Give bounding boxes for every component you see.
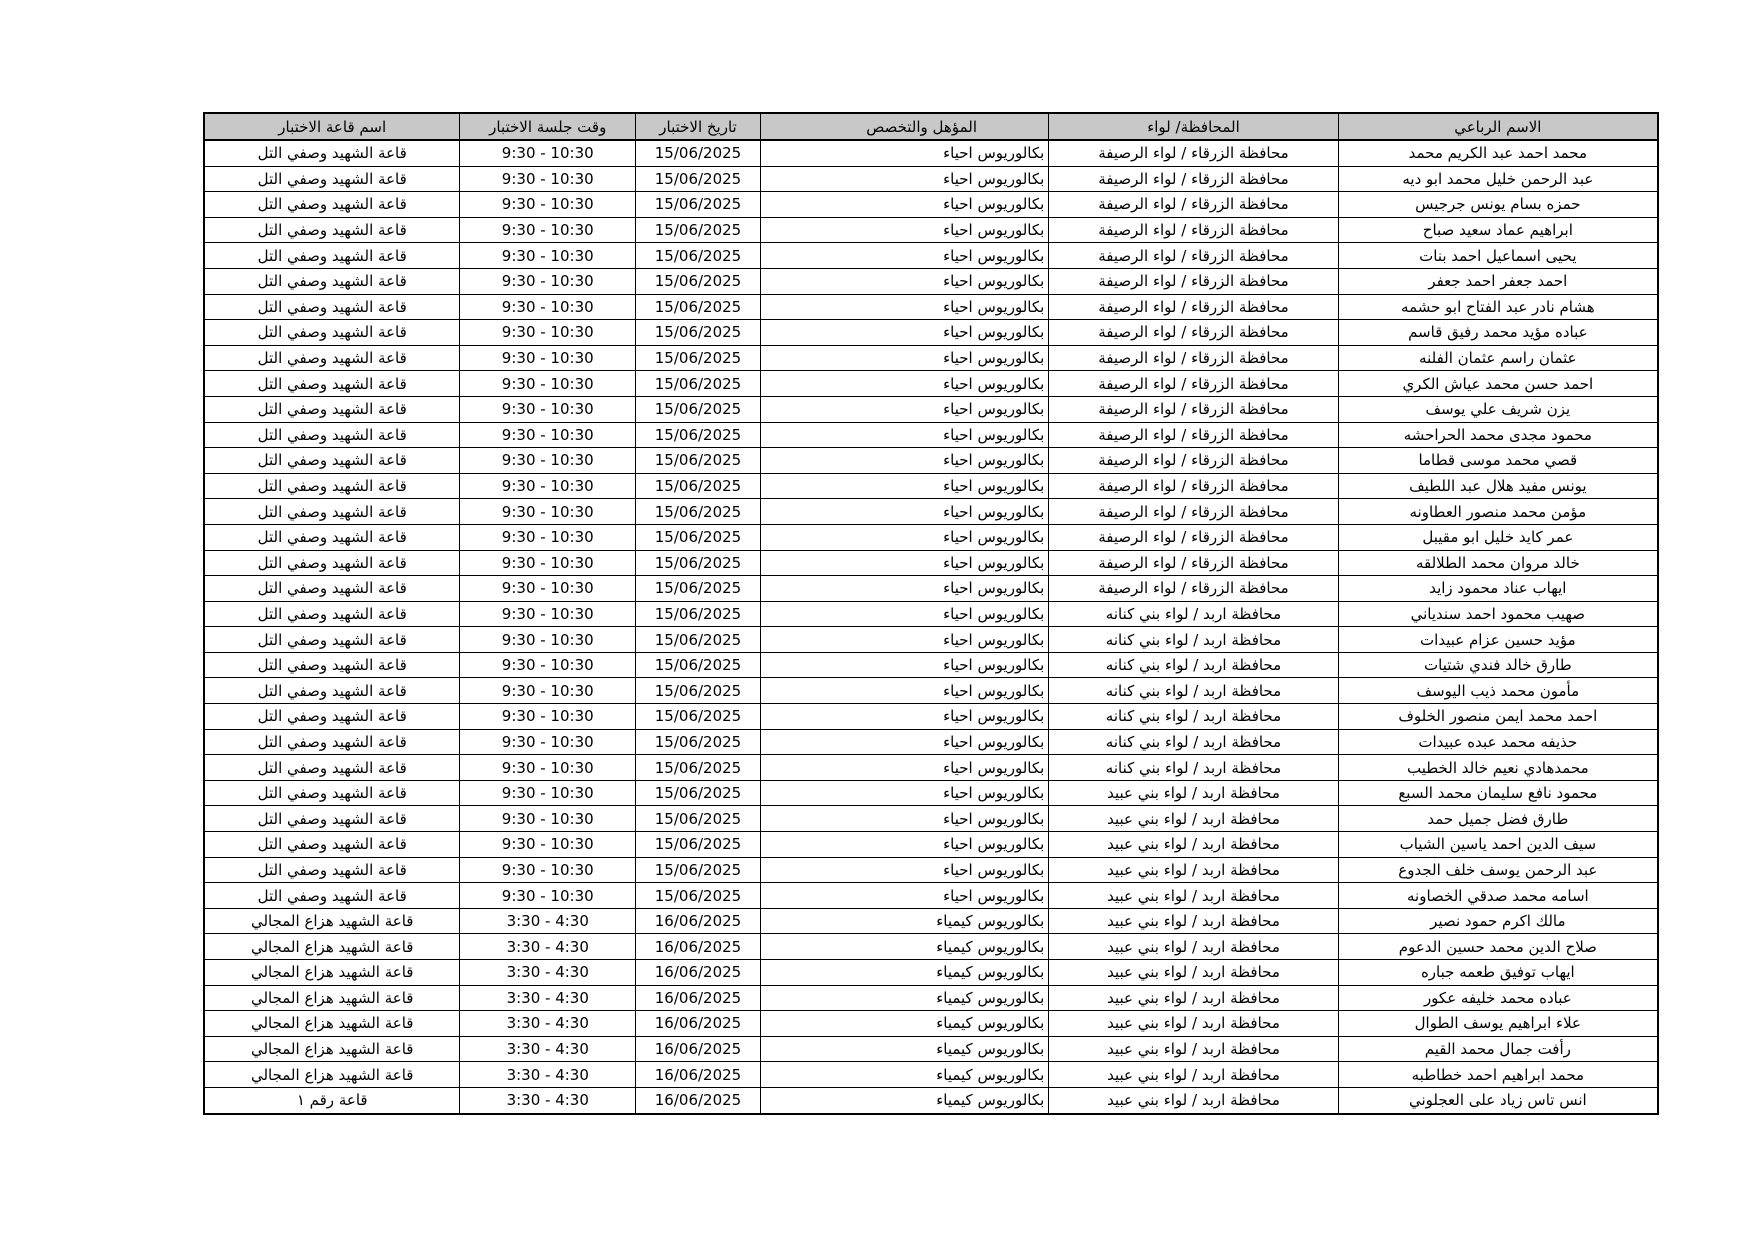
cell-governorate: محافظة اربد / لواء بني كنانه	[1049, 678, 1338, 704]
cell-name: رأفت جمال محمد القيم	[1338, 1036, 1658, 1062]
cell-date: 15/06/2025	[636, 371, 761, 397]
table-row	[204, 883, 1658, 909]
cell-time: 9:30 - 10:30	[460, 755, 636, 781]
cell-name: احمد حسن محمد عياش الكري	[1338, 371, 1658, 397]
cell-hall: قاعة الشهيد وصفي التل	[204, 192, 460, 218]
cell-qualification: بكالوريوس كيمياء	[760, 1062, 1048, 1088]
cell-date: 15/06/2025	[636, 192, 761, 218]
cell-governorate: محافظة الزرقاء / لواء الرصيفة	[1049, 473, 1338, 499]
cell-qualification: بكالوريوس احياء	[760, 371, 1048, 397]
cell-date: 16/06/2025	[636, 1087, 761, 1113]
cell-qualification: بكالوريوس احياء	[760, 524, 1048, 550]
table-row	[204, 345, 1658, 371]
cell-date: 15/06/2025	[636, 832, 761, 858]
cell-date: 16/06/2025	[636, 1036, 761, 1062]
cell-hall: قاعة الشهيد وصفي التل	[204, 729, 460, 755]
cell-governorate: محافظة الزرقاء / لواء الرصيفة	[1049, 422, 1338, 448]
cell-governorate: محافظة اربد / لواء بني كنانه	[1049, 755, 1338, 781]
cell-time: 9:30 - 10:30	[460, 140, 636, 166]
cell-name: احمد جعفر احمد جعفر	[1338, 268, 1658, 294]
table-row	[204, 908, 1658, 934]
cell-time: 9:30 - 10:30	[460, 320, 636, 346]
cell-date: 15/06/2025	[636, 448, 761, 474]
cell-name: عباده مؤيد محمد رفيق قاسم	[1338, 320, 1658, 346]
cell-date: 15/06/2025	[636, 140, 761, 166]
cell-date: 16/06/2025	[636, 1062, 761, 1088]
table-row	[204, 704, 1658, 730]
cell-hall: قاعة الشهيد وصفي التل	[204, 576, 460, 602]
cell-hall: قاعة الشهيد وصفي التل	[204, 601, 460, 627]
exam-schedule-table	[203, 112, 1659, 1115]
cell-time: 9:30 - 10:30	[460, 627, 636, 653]
cell-time: 9:30 - 10:30	[460, 678, 636, 704]
cell-qualification: بكالوريوس احياء	[760, 755, 1048, 781]
table-row	[204, 652, 1658, 678]
cell-time: 9:30 - 10:30	[460, 832, 636, 858]
cell-name: طارق فضل جميل حمد	[1338, 806, 1658, 832]
cell-date: 15/06/2025	[636, 422, 761, 448]
cell-time: 9:30 - 10:30	[460, 192, 636, 218]
cell-name: هشام نادر عبد الفتاح ابو حشمه	[1338, 294, 1658, 320]
cell-qualification: بكالوريوس احياء	[760, 473, 1048, 499]
cell-hall: قاعة الشهيد وصفي التل	[204, 294, 460, 320]
cell-name: عثمان راسم عثمان الفلنه	[1338, 345, 1658, 371]
cell-time: 9:30 - 10:30	[460, 780, 636, 806]
table-row	[204, 550, 1658, 576]
cell-date: 15/06/2025	[636, 601, 761, 627]
cell-time: 3:30 - 4:30	[460, 908, 636, 934]
cell-date: 15/06/2025	[636, 166, 761, 192]
table-row	[204, 243, 1658, 269]
cell-qualification: بكالوريوس كيمياء	[760, 1036, 1048, 1062]
cell-qualification: بكالوريوس كيمياء	[760, 985, 1048, 1011]
table-row	[204, 422, 1658, 448]
cell-hall: قاعة الشهيد وصفي التل	[204, 627, 460, 653]
cell-hall: قاعة الشهيد وصفي التل	[204, 243, 460, 269]
cell-hall: قاعة الشهيد وصفي التل	[204, 345, 460, 371]
cell-hall: قاعة الشهيد هزاع المجالي	[204, 908, 460, 934]
table-row	[204, 217, 1658, 243]
cell-name: صلاح الدين محمد حسين الدعوم	[1338, 934, 1658, 960]
cell-qualification: بكالوريوس احياء	[760, 217, 1048, 243]
cell-qualification: بكالوريوس احياء	[760, 883, 1048, 909]
cell-name: محمدهادي نعيم خالد الخطيب	[1338, 755, 1658, 781]
table-header	[204, 113, 1658, 140]
table-row	[204, 960, 1658, 986]
cell-governorate: محافظة الزرقاء / لواء الرصيفة	[1049, 345, 1338, 371]
cell-qualification: بكالوريوس احياء	[760, 729, 1048, 755]
cell-time: 9:30 - 10:30	[460, 883, 636, 909]
cell-qualification: بكالوريوس احياء	[760, 192, 1048, 218]
cell-hall: قاعة الشهيد وصفي التل	[204, 396, 460, 422]
cell-time: 9:30 - 10:30	[460, 217, 636, 243]
cell-governorate: محافظة اربد / لواء بني عبيد	[1049, 1011, 1338, 1037]
cell-date: 15/06/2025	[636, 704, 761, 730]
cell-hall: قاعة الشهيد وصفي التل	[204, 499, 460, 525]
cell-date: 15/06/2025	[636, 780, 761, 806]
cell-hall: قاعة الشهيد وصفي التل	[204, 140, 460, 166]
cell-name: حذيفه محمد عبده عبيدات	[1338, 729, 1658, 755]
cell-qualification: بكالوريوس احياء	[760, 268, 1048, 294]
cell-governorate: محافظة اربد / لواء بني عبيد	[1049, 934, 1338, 960]
table-row	[204, 499, 1658, 525]
cell-name: اسامه محمد صدقي الخصاونه	[1338, 883, 1658, 909]
table-row	[204, 985, 1658, 1011]
cell-hall: قاعة الشهيد وصفي التل	[204, 678, 460, 704]
header-qualification: المؤهل والتخصص	[760, 113, 1048, 140]
cell-hall: قاعة الشهيد وصفي التل	[204, 652, 460, 678]
cell-name: يحيى اسماعيل احمد بنات	[1338, 243, 1658, 269]
cell-date: 15/06/2025	[636, 576, 761, 602]
cell-governorate: محافظة اربد / لواء بني عبيد	[1049, 857, 1338, 883]
cell-time: 9:30 - 10:30	[460, 448, 636, 474]
cell-qualification: بكالوريوس احياء	[760, 448, 1048, 474]
cell-qualification: بكالوريوس احياء	[760, 422, 1048, 448]
cell-date: 15/06/2025	[636, 320, 761, 346]
cell-governorate: محافظة اربد / لواء بني كنانه	[1049, 627, 1338, 653]
cell-hall: قاعة الشهيد وصفي التل	[204, 883, 460, 909]
cell-governorate: محافظة الزرقاء / لواء الرصيفة	[1049, 576, 1338, 602]
table-row	[204, 192, 1658, 218]
cell-name: مالك اكرم حمود نصير	[1338, 908, 1658, 934]
cell-time: 9:30 - 10:30	[460, 704, 636, 730]
cell-qualification: بكالوريوس كيمياء	[760, 908, 1048, 934]
cell-qualification: بكالوريوس احياء	[760, 780, 1048, 806]
header-date: تاريخ الاختبار	[636, 113, 761, 140]
table-row	[204, 806, 1658, 832]
table-row	[204, 780, 1658, 806]
cell-name: عمر كايد خليل ابو مقيبل	[1338, 524, 1658, 550]
cell-governorate: محافظة الزرقاء / لواء الرصيفة	[1049, 448, 1338, 474]
cell-governorate: محافظة الزرقاء / لواء الرصيفة	[1049, 396, 1338, 422]
cell-qualification: بكالوريوس كيمياء	[760, 934, 1048, 960]
cell-date: 15/06/2025	[636, 550, 761, 576]
cell-governorate: محافظة اربد / لواء بني كنانه	[1049, 652, 1338, 678]
cell-time: 3:30 - 4:30	[460, 985, 636, 1011]
cell-name: مأمون محمد ذيب اليوسف	[1338, 678, 1658, 704]
cell-name: علاء ابراهيم يوسف الطوال	[1338, 1011, 1658, 1037]
cell-qualification: بكالوريوس احياء	[760, 652, 1048, 678]
table-body	[204, 140, 1658, 1114]
cell-time: 9:30 - 10:30	[460, 601, 636, 627]
cell-date: 15/06/2025	[636, 857, 761, 883]
table-row	[204, 729, 1658, 755]
cell-date: 16/06/2025	[636, 1011, 761, 1037]
table-row	[204, 576, 1658, 602]
cell-time: 9:30 - 10:30	[460, 729, 636, 755]
cell-qualification: بكالوريوس كيمياء	[760, 1011, 1048, 1037]
table-row	[204, 140, 1658, 166]
cell-qualification: بكالوريوس احياء	[760, 832, 1048, 858]
cell-governorate: محافظة اربد / لواء بني عبيد	[1049, 780, 1338, 806]
cell-time: 9:30 - 10:30	[460, 524, 636, 550]
cell-hall: قاعة رقم ١	[204, 1087, 460, 1113]
cell-hall: قاعة الشهيد وصفي التل	[204, 755, 460, 781]
cell-hall: قاعة الشهيد وصفي التل	[204, 166, 460, 192]
cell-time: 9:30 - 10:30	[460, 371, 636, 397]
table-row	[204, 396, 1658, 422]
cell-qualification: بكالوريوس احياء	[760, 396, 1048, 422]
cell-date: 16/06/2025	[636, 934, 761, 960]
cell-governorate: محافظة الزرقاء / لواء الرصيفة	[1049, 268, 1338, 294]
cell-date: 15/06/2025	[636, 652, 761, 678]
cell-qualification: بكالوريوس احياء	[760, 243, 1048, 269]
cell-hall: قاعة الشهيد هزاع المجالي	[204, 1011, 460, 1037]
cell-qualification: بكالوريوس احياء	[760, 704, 1048, 730]
cell-qualification: بكالوريوس احياء	[760, 345, 1048, 371]
cell-qualification: بكالوريوس احياء	[760, 294, 1048, 320]
cell-hall: قاعة الشهيد وصفي التل	[204, 217, 460, 243]
header-name: الاسم الرباعي	[1338, 113, 1658, 140]
table-row	[204, 601, 1658, 627]
cell-time: 9:30 - 10:30	[460, 806, 636, 832]
cell-hall: قاعة الشهيد وصفي التل	[204, 320, 460, 346]
cell-name: ايهاب توفيق طعمه جباره	[1338, 960, 1658, 986]
cell-governorate: محافظة اربد / لواء بني كنانه	[1049, 704, 1338, 730]
table-row	[204, 320, 1658, 346]
cell-governorate: محافظة اربد / لواء بني عبيد	[1049, 1062, 1338, 1088]
cell-date: 15/06/2025	[636, 268, 761, 294]
cell-time: 9:30 - 10:30	[460, 396, 636, 422]
cell-time: 3:30 - 4:30	[460, 1036, 636, 1062]
cell-date: 15/06/2025	[636, 345, 761, 371]
cell-hall: قاعة الشهيد وصفي التل	[204, 704, 460, 730]
cell-qualification: بكالوريوس احياء	[760, 576, 1048, 602]
cell-time: 3:30 - 4:30	[460, 960, 636, 986]
cell-qualification: بكالوريوس احياء	[760, 627, 1048, 653]
cell-name: محمود مجدى محمد الحراحشه	[1338, 422, 1658, 448]
cell-time: 9:30 - 10:30	[460, 499, 636, 525]
cell-hall: قاعة الشهيد وصفي التل	[204, 806, 460, 832]
cell-time: 9:30 - 10:30	[460, 268, 636, 294]
header-governorate: المحافظة/ لواء	[1049, 113, 1338, 140]
cell-name: انس تاس زياد على العجلوني	[1338, 1087, 1658, 1113]
cell-name: ابراهيم عماد سعيد صباح	[1338, 217, 1658, 243]
cell-governorate: محافظة اربد / لواء بني عبيد	[1049, 1036, 1338, 1062]
cell-time: 9:30 - 10:30	[460, 576, 636, 602]
cell-hall: قاعة الشهيد وصفي التل	[204, 371, 460, 397]
table-row	[204, 1062, 1658, 1088]
table-row	[204, 166, 1658, 192]
cell-hall: قاعة الشهيد هزاع المجالي	[204, 985, 460, 1011]
cell-governorate: محافظة الزرقاء / لواء الرصيفة	[1049, 320, 1338, 346]
cell-governorate: محافظة اربد / لواء بني كنانه	[1049, 601, 1338, 627]
cell-name: يزن شريف علي يوسف	[1338, 396, 1658, 422]
cell-time: 9:30 - 10:30	[460, 243, 636, 269]
cell-date: 16/06/2025	[636, 908, 761, 934]
table-row	[204, 1087, 1658, 1113]
cell-governorate: محافظة الزرقاء / لواء الرصيفة	[1049, 243, 1338, 269]
cell-name: محمد ابراهيم احمد خطاطبه	[1338, 1062, 1658, 1088]
cell-name: خالد مروان محمد الطلالقه	[1338, 550, 1658, 576]
cell-date: 15/06/2025	[636, 243, 761, 269]
cell-time: 3:30 - 4:30	[460, 1011, 636, 1037]
cell-name: حمزه بسام يونس جرجيس	[1338, 192, 1658, 218]
table-row	[204, 832, 1658, 858]
table-row	[204, 1036, 1658, 1062]
cell-qualification: بكالوريوس احياء	[760, 857, 1048, 883]
cell-hall: قاعة الشهيد وصفي التل	[204, 473, 460, 499]
cell-qualification: بكالوريوس احياء	[760, 499, 1048, 525]
table-row	[204, 934, 1658, 960]
table-row	[204, 755, 1658, 781]
table-row	[204, 857, 1658, 883]
cell-governorate: محافظة الزرقاء / لواء الرصيفة	[1049, 499, 1338, 525]
cell-governorate: محافظة اربد / لواء بني عبيد	[1049, 832, 1338, 858]
cell-governorate: محافظة الزرقاء / لواء الرصيفة	[1049, 371, 1338, 397]
header-hall: اسم قاعة الاختبار	[204, 113, 460, 140]
table-row	[204, 627, 1658, 653]
table-row	[204, 268, 1658, 294]
cell-name: صهيب محمود احمد سندياني	[1338, 601, 1658, 627]
table-row	[204, 678, 1658, 704]
cell-qualification: بكالوريوس كيمياء	[760, 960, 1048, 986]
cell-hall: قاعة الشهيد وصفي التل	[204, 780, 460, 806]
cell-date: 16/06/2025	[636, 960, 761, 986]
table-row	[204, 371, 1658, 397]
cell-time: 9:30 - 10:30	[460, 857, 636, 883]
cell-hall: قاعة الشهيد وصفي التل	[204, 268, 460, 294]
cell-hall: قاعة الشهيد وصفي التل	[204, 524, 460, 550]
cell-name: ايهاب عناد محمود زايد	[1338, 576, 1658, 602]
cell-date: 15/06/2025	[636, 678, 761, 704]
cell-name: طارق خالد فندي شتيات	[1338, 652, 1658, 678]
cell-hall: قاعة الشهيد وصفي التل	[204, 857, 460, 883]
cell-governorate: محافظة اربد / لواء بني عبيد	[1049, 1087, 1338, 1113]
cell-date: 15/06/2025	[636, 883, 761, 909]
cell-name: احمد محمد ايمن منصور الخلوف	[1338, 704, 1658, 730]
cell-qualification: بكالوريوس احياء	[760, 140, 1048, 166]
cell-date: 15/06/2025	[636, 217, 761, 243]
cell-governorate: محافظة اربد / لواء بني عبيد	[1049, 806, 1338, 832]
table-row	[204, 1011, 1658, 1037]
cell-date: 15/06/2025	[636, 396, 761, 422]
cell-date: 15/06/2025	[636, 294, 761, 320]
cell-hall: قاعة الشهيد وصفي التل	[204, 832, 460, 858]
cell-governorate: محافظة الزرقاء / لواء الرصيفة	[1049, 524, 1338, 550]
cell-governorate: محافظة الزرقاء / لواء الرصيفة	[1049, 140, 1338, 166]
cell-hall: قاعة الشهيد هزاع المجالي	[204, 934, 460, 960]
cell-time: 3:30 - 4:30	[460, 934, 636, 960]
cell-name: عبد الرحمن خليل محمد ابو ديه	[1338, 166, 1658, 192]
cell-hall: قاعة الشهيد هزاع المجالي	[204, 1062, 460, 1088]
cell-time: 9:30 - 10:30	[460, 294, 636, 320]
cell-date: 15/06/2025	[636, 627, 761, 653]
cell-time: 3:30 - 4:30	[460, 1062, 636, 1088]
cell-date: 15/06/2025	[636, 473, 761, 499]
cell-governorate: محافظة اربد / لواء بني عبيد	[1049, 908, 1338, 934]
table-row	[204, 448, 1658, 474]
cell-time: 9:30 - 10:30	[460, 550, 636, 576]
cell-date: 16/06/2025	[636, 985, 761, 1011]
cell-governorate: محافظة الزرقاء / لواء الرصيفة	[1049, 294, 1338, 320]
cell-time: 9:30 - 10:30	[460, 652, 636, 678]
header-row	[204, 113, 1658, 140]
cell-qualification: بكالوريوس احياء	[760, 806, 1048, 832]
cell-hall: قاعة الشهيد وصفي التل	[204, 448, 460, 474]
cell-governorate: محافظة الزرقاء / لواء الرصيفة	[1049, 217, 1338, 243]
table-row	[204, 473, 1658, 499]
cell-qualification: بكالوريوس احياء	[760, 166, 1048, 192]
cell-time: 3:30 - 4:30	[460, 1087, 636, 1113]
cell-time: 9:30 - 10:30	[460, 473, 636, 499]
cell-qualification: بكالوريوس احياء	[760, 678, 1048, 704]
cell-qualification: بكالوريوس كيمياء	[760, 1087, 1048, 1113]
cell-date: 15/06/2025	[636, 524, 761, 550]
cell-time: 9:30 - 10:30	[460, 422, 636, 448]
cell-qualification: بكالوريوس احياء	[760, 601, 1048, 627]
cell-name: مؤيد حسين عزام عبيدات	[1338, 627, 1658, 653]
exam-schedule-sheet	[203, 112, 1659, 1115]
table-row	[204, 294, 1658, 320]
cell-qualification: بكالوريوس احياء	[760, 320, 1048, 346]
cell-governorate: محافظة اربد / لواء بني عبيد	[1049, 960, 1338, 986]
cell-date: 15/06/2025	[636, 755, 761, 781]
cell-governorate: محافظة الزرقاء / لواء الرصيفة	[1049, 166, 1338, 192]
header-time: وقت جلسة الاختبار	[460, 113, 636, 140]
cell-hall: قاعة الشهيد هزاع المجالي	[204, 960, 460, 986]
cell-qualification: بكالوريوس احياء	[760, 550, 1048, 576]
cell-name: سيف الدين احمد ياسين الشياب	[1338, 832, 1658, 858]
cell-date: 15/06/2025	[636, 499, 761, 525]
cell-governorate: محافظة اربد / لواء بني عبيد	[1049, 883, 1338, 909]
cell-governorate: محافظة الزرقاء / لواء الرصيفة	[1049, 550, 1338, 576]
cell-time: 9:30 - 10:30	[460, 166, 636, 192]
cell-hall: قاعة الشهيد هزاع المجالي	[204, 1036, 460, 1062]
table-row	[204, 524, 1658, 550]
cell-name: محمود نافع سليمان محمد السبع	[1338, 780, 1658, 806]
cell-name: عبد الرحمن يوسف خلف الجدوع	[1338, 857, 1658, 883]
cell-governorate: محافظة الزرقاء / لواء الرصيفة	[1049, 192, 1338, 218]
cell-name: عباده محمد خليفه عكور	[1338, 985, 1658, 1011]
cell-time: 9:30 - 10:30	[460, 345, 636, 371]
cell-governorate: محافظة اربد / لواء بني كنانه	[1049, 729, 1338, 755]
cell-name: قصي محمد موسى قطاما	[1338, 448, 1658, 474]
cell-hall: قاعة الشهيد وصفي التل	[204, 422, 460, 448]
cell-date: 15/06/2025	[636, 806, 761, 832]
cell-name: يونس مفيد هلال عبد اللطيف	[1338, 473, 1658, 499]
cell-name: مؤمن محمد منصور العطاونه	[1338, 499, 1658, 525]
cell-date: 15/06/2025	[636, 729, 761, 755]
cell-name: محمد احمد عبد الكريم محمد	[1338, 140, 1658, 166]
cell-hall: قاعة الشهيد وصفي التل	[204, 550, 460, 576]
cell-governorate: محافظة اربد / لواء بني عبيد	[1049, 985, 1338, 1011]
